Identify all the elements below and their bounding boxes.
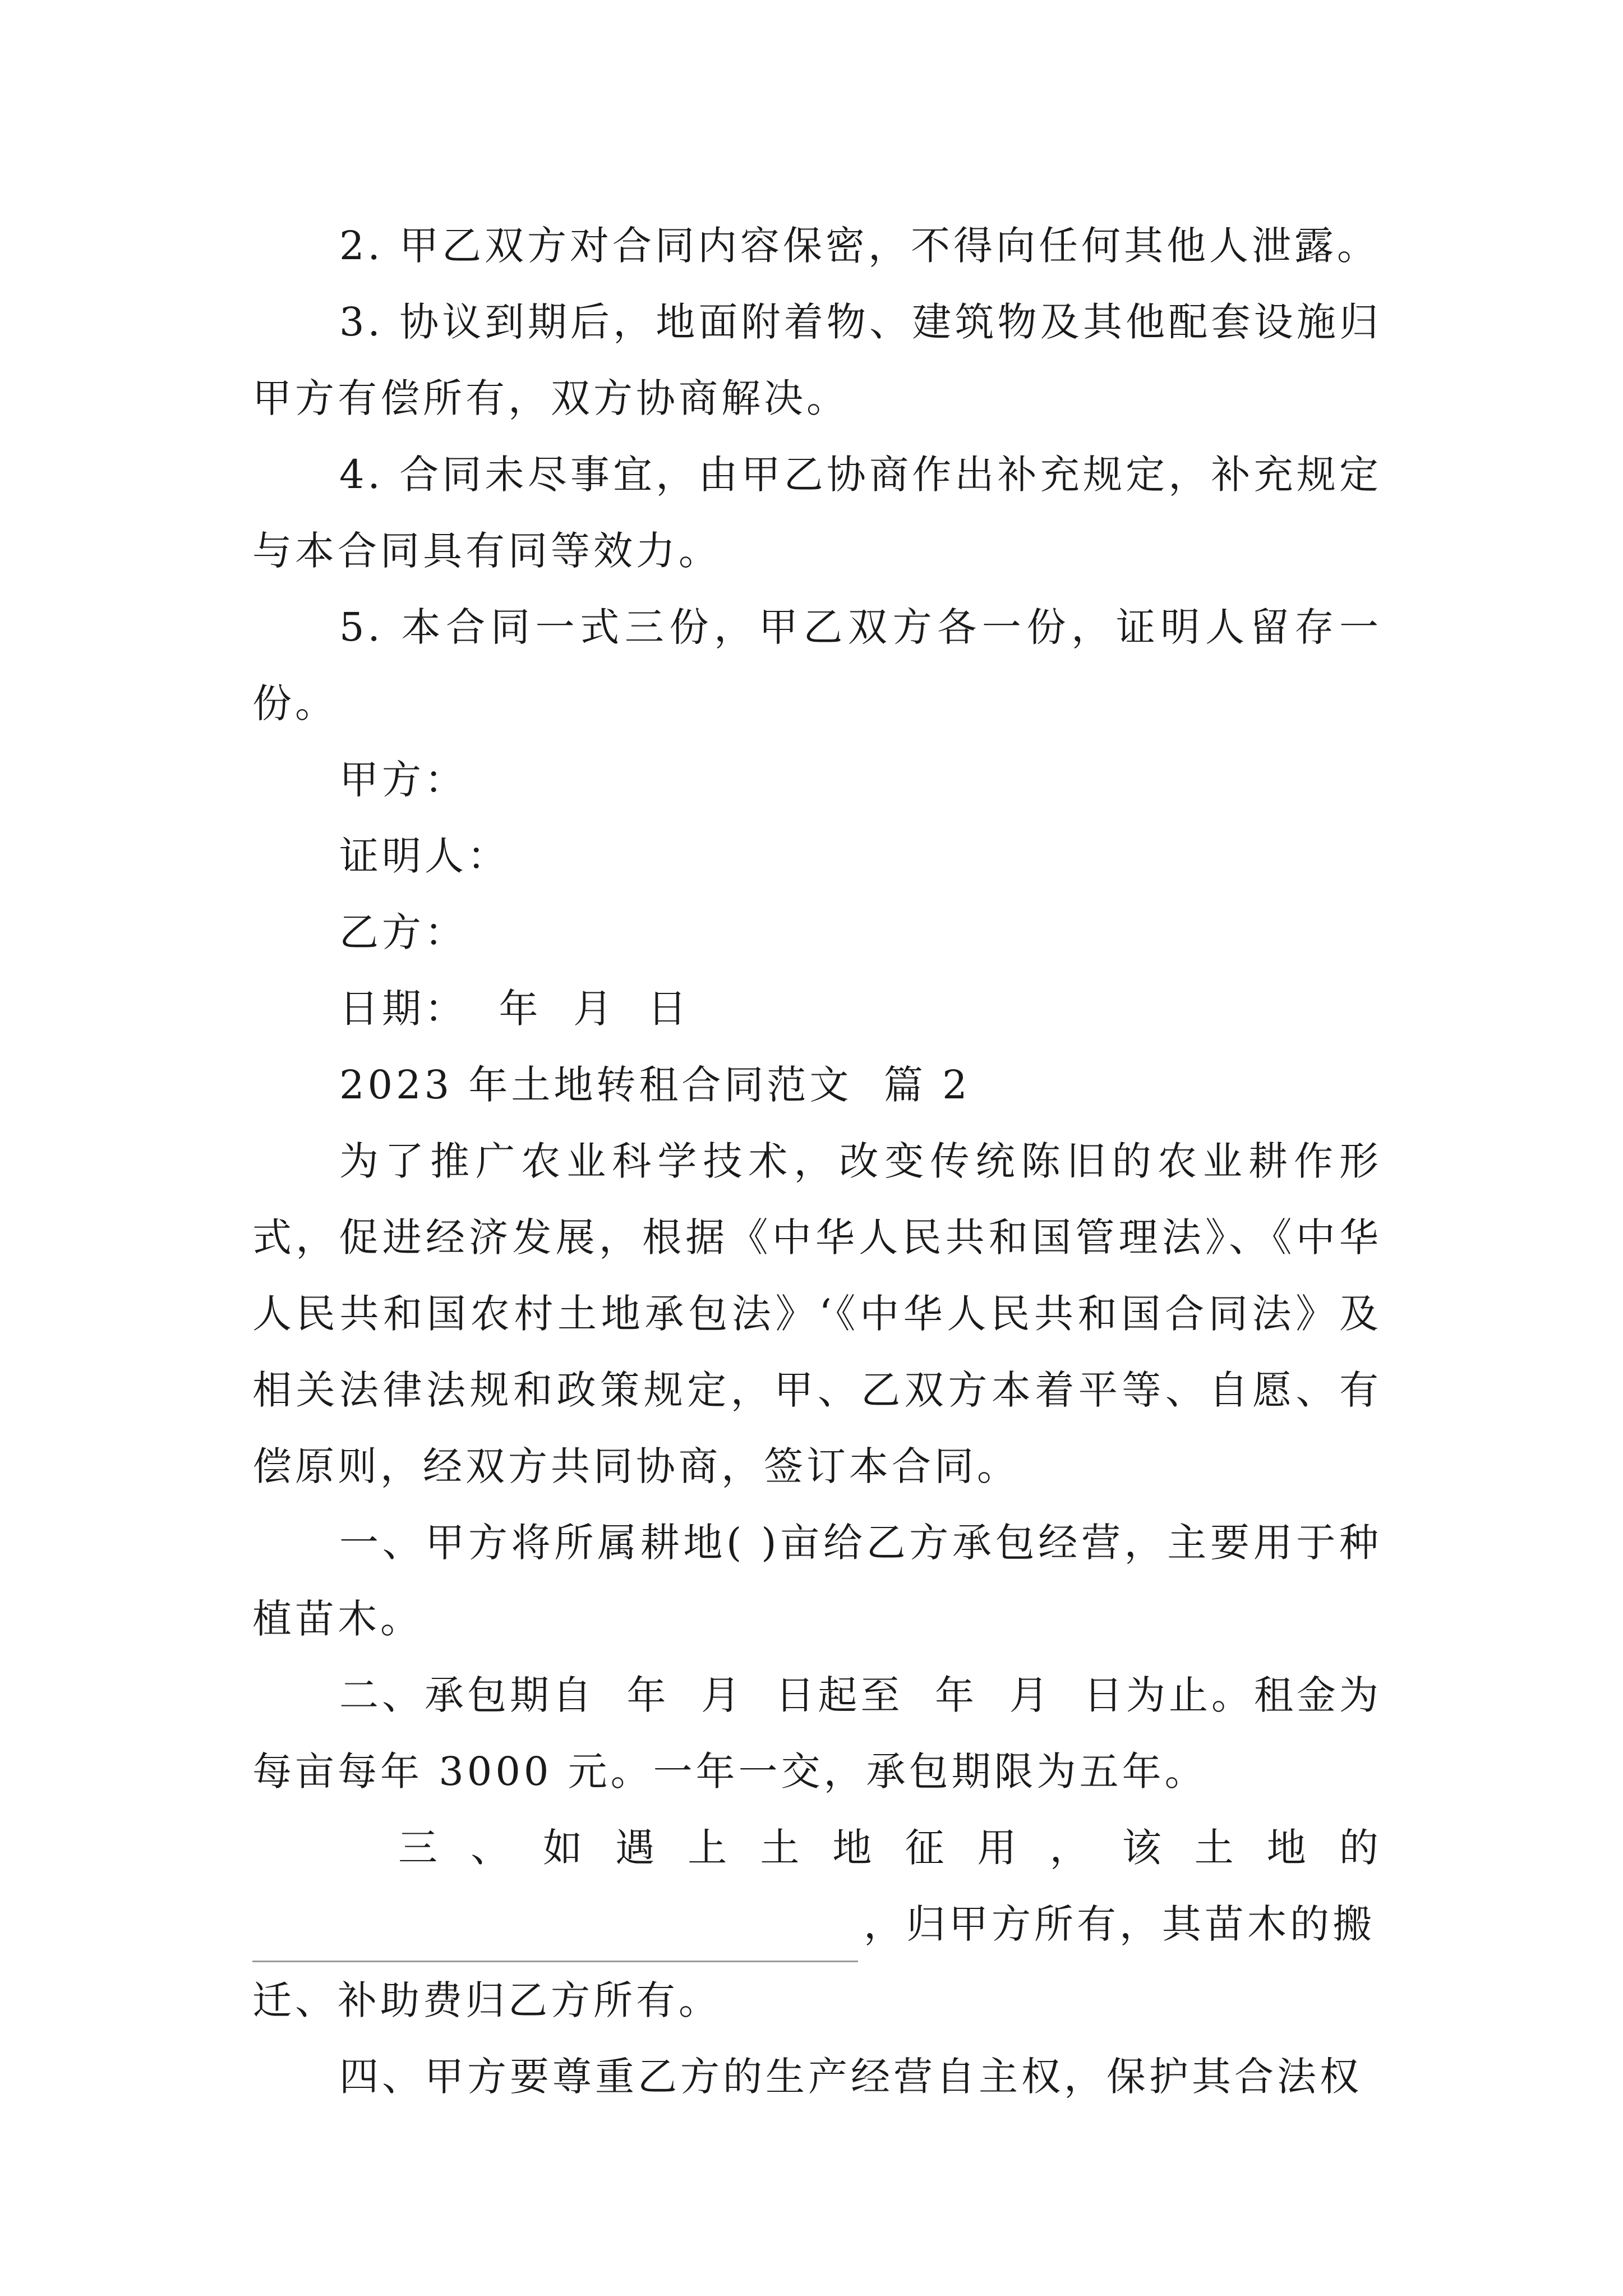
article-2: 二、承包期自 年 月 日起至 年 月 日为止。租金为每亩每年 3000 元。一年一交，承包期限为五年。	[252, 1672, 1382, 1795]
article-3-line-3: 迁、补助费归乙方所有。	[252, 1977, 721, 2023]
article-1: 一、甲方将所属耕地( )亩给乙方承包经营，主要用于种植苗木。	[252, 1520, 1382, 1642]
preamble: 为了推广农业科学技术，改变传统陈旧的农业耕作形式，促进经济发展，根据《中华人民共和国管理法》、《中华人民共和国农村土地承包法》‘《中华人民共和国合同法》及相关法律法规和政策规定，甲、乙双方本着平等、自愿、有偿原则，经双方共同协商，签订本合同。	[252, 1138, 1382, 1489]
fill-in-blank[interactable]	[252, 1910, 858, 1962]
clause-5: 5. 本合同一式三份，甲乙双方各一份，证明人留存一份。	[252, 604, 1382, 726]
article-3-line-1: 三 、 如 遇 上 土 地 征 用 ， 该 土 地 的	[398, 1825, 1382, 1871]
document-body	[252, 208, 1382, 2115]
clause-4: 4. 合同未尽事宜，由甲乙协商作出补充规定，补充规定与本合同具有同等效力。	[252, 452, 1382, 574]
article-3	[252, 1810, 1382, 2039]
signature-party-a: 甲方：	[339, 757, 467, 803]
signature-date: 日期： 年 月 日	[339, 986, 690, 1032]
article-3-line-2: ，归甲方所有，其苗木的搬	[252, 1886, 1382, 1962]
clause-3: 3. 协议到期后，地面附着物、建筑物及其他配套设施归甲方有偿所有，双方协商解决。	[252, 299, 1382, 421]
signature-witness: 证明人：	[339, 833, 510, 879]
signature-party-b: 乙方：	[339, 909, 467, 955]
clause-2: 2. 甲乙双方对合同内容保密，不得向任何其他人泄露。	[339, 223, 1380, 269]
article-4: 四、甲方要尊重乙方的生产经营自主权，保护其合法权	[339, 2054, 1362, 2100]
section-heading: 2023 年土地转租合同范文 篇 2	[339, 1062, 971, 1108]
